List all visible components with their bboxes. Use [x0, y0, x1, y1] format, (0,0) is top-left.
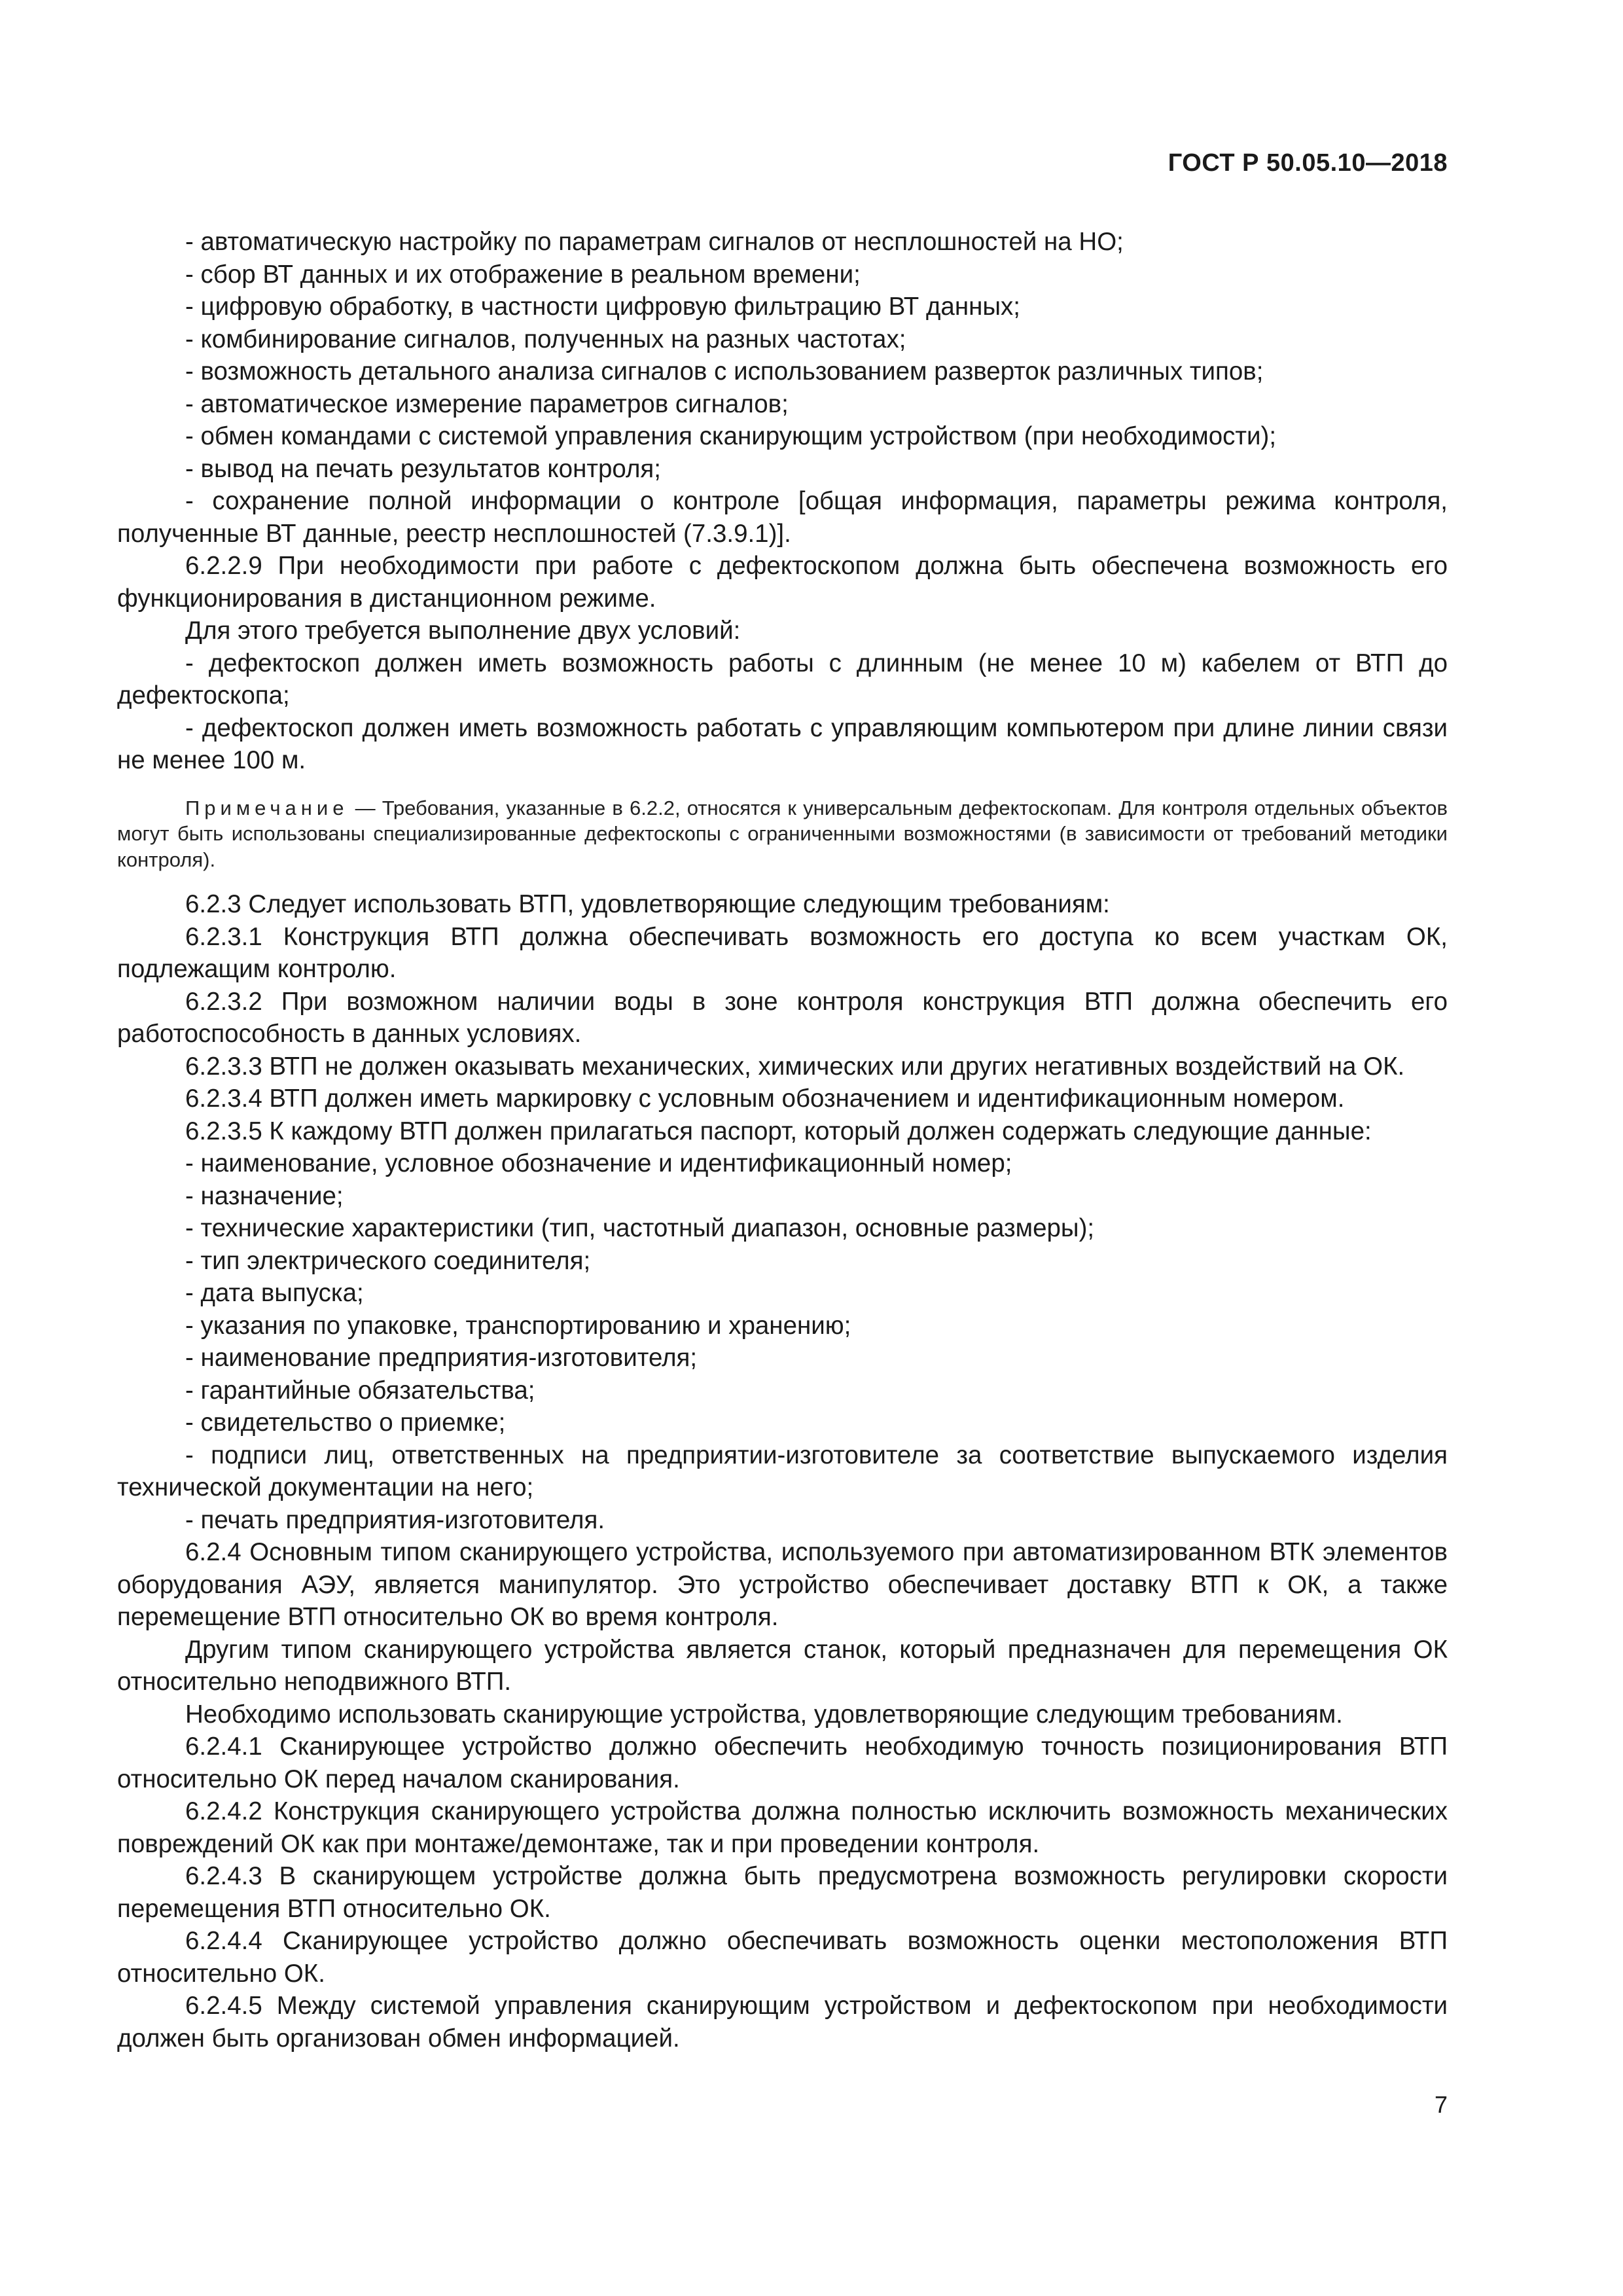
paragraph: 6.2.4 Основным типом сканирующего устройства, используемого при автоматизированном ВТК элементов оборудования АЭУ, является манипулятор. Это устройство обеспечивает доставку ВТП к ОК, а также перемещение ВТП относительно ОК во время контроля. — [117, 1538, 1448, 1631]
paragraph: - дефектоскоп должен иметь возможность работы с длинным (не менее 10 м) кабелем от ВТП до дефектоскопа; — [117, 649, 1448, 709]
page-number: 7 — [1434, 2091, 1448, 2118]
paragraph-block-1 — [117, 226, 1448, 777]
note-paragraph — [117, 795, 1448, 873]
paragraph: Необходимо использовать сканирующие устройства, удовлетворяющие следующим требованиям. — [185, 1700, 1343, 1729]
paragraph: - наименование, условное обозначение и идентификационный номер; — [185, 1149, 1012, 1177]
paragraph: - вывод на печать результатов контроля; — [185, 454, 661, 483]
paragraph: - тип электрического соединителя; — [185, 1246, 591, 1275]
paragraph: - наименование предприятия-изготовителя; — [185, 1344, 698, 1372]
paragraph: 6.2.3.3 ВТП не должен оказывать механических, химических или других негативных воздействий на ОК. — [185, 1052, 1405, 1081]
paragraph: - дефектоскоп должен иметь возможность работать с управляющим компьютером при длине линии связи не менее 100 м. — [117, 713, 1448, 774]
paragraph: - гарантийные обязательства; — [185, 1376, 535, 1405]
paragraph: - подписи лиц, ответственных на предприятии-изготовителе за соответствие выпускаемого изделия технической документации на него; — [117, 1441, 1448, 1501]
paragraph: - технические характеристики (тип, частотный диапазон, основные размеры); — [185, 1214, 1095, 1242]
note-text: — Требования, указанные в 6.2.2, относятся к универсальным дефектоскопам. Для контроля отдельных объектов могут быть использованы специализированные дефектоскопы с ограниченными возможностями (в зависимости от требований методики контроля). — [117, 796, 1448, 871]
paragraph: - назначение; — [185, 1181, 344, 1210]
paragraph: 6.2.3.4 ВТП должен иметь маркировку с условным обозначением и идентификационным номером. — [185, 1085, 1345, 1113]
paragraph: - печать предприятия-изготовителя. — [185, 1505, 605, 1534]
document-body — [117, 226, 1448, 2054]
paragraph: 6.2.3 Следует использовать ВТП, удовлетворяющие следующим требованиям: — [185, 890, 1110, 918]
paragraph: - обмен командами с системой управления сканирующим устройством (при необходимости); — [185, 422, 1277, 450]
paragraph: - автоматическую настройку по параметрам сигналов от несплошностей на НО; — [185, 228, 1124, 256]
note-label: Примечание — [185, 796, 349, 819]
paragraph: 6.2.4.4 Сканирующее устройство должно обеспечивать возможность оценки местоположения ВТП относительно ОК. — [117, 1927, 1448, 1988]
paragraph: - свидетельство о приемке; — [185, 1408, 506, 1437]
paragraph: - сохранение полной информации о контроле [общая информация, параметры режима контроля, полученные ВТ данные, реестр несплошностей (7.3.9.1)]. — [117, 487, 1448, 548]
paragraph: - сбор ВТ данных и их отображение в реальном времени; — [185, 260, 861, 289]
paragraph: - комбинирование сигналов, полученных на разных частотах; — [185, 325, 906, 353]
paragraph-block-2 — [117, 888, 1448, 2054]
paragraph: 6.2.3.2 При возможном наличии воды в зоне контроля конструкция ВТП должна обеспечить его работоспособность в данных условиях. — [117, 987, 1448, 1048]
paragraph: Другим типом сканирующего устройства является станок, который предназначен для перемещения ОК относительно неподвижного ВТП. — [117, 1635, 1448, 1696]
paragraph: 6.2.4.5 Между системой управления сканирующим устройством и дефектоскопом при необходимости должен быть организован обмен информацией. — [117, 1992, 1448, 2053]
paragraph: Для этого требуется выполнение двух условий: — [185, 617, 741, 645]
paragraph: - дата выпуска; — [185, 1279, 364, 1307]
paragraph: 6.2.4.3 В сканирующем устройстве должна быть предусмотрена возможность регулировки скорости перемещения ВТП относительно ОК. — [117, 1862, 1448, 1923]
paragraph: - автоматическое измерение параметров сигналов; — [185, 389, 789, 418]
paragraph: 6.2.3.1 Конструкция ВТП должна обеспечивать возможность его доступа ко всем участкам ОК, подлежащим контролю. — [117, 922, 1448, 983]
paragraph: - указания по упаковке, транспортированию и хранению; — [185, 1311, 851, 1340]
paragraph: 6.2.4.1 Сканирующее устройство должно обеспечить необходимую точность позиционирования ВТП относительно ОК перед началом сканирования. — [117, 1732, 1448, 1793]
document-code-header: ГОСТ Р 50.05.10—2018 — [1168, 149, 1448, 177]
paragraph: 6.2.3.5 К каждому ВТП должен прилагаться паспорт, который должен содержать следующие данные: — [185, 1117, 1372, 1145]
paragraph: 6.2.4.2 Конструкция сканирующего устройства должна полностью исключить возможность механических повреждений ОК как при монтаже/демонтаже, так и при проведении контроля. — [117, 1797, 1448, 1858]
paragraph: - цифровую обработку, в частности цифровую фильтрацию ВТ данных; — [185, 293, 1020, 321]
paragraph: 6.2.2.9 При необходимости при работе с дефектоскопом должна быть обеспечена возможность его функционирования в дистанционном режиме. — [117, 552, 1448, 613]
paragraph: - возможность детального анализа сигналов с использованием разверток различных типов; — [185, 357, 1264, 386]
